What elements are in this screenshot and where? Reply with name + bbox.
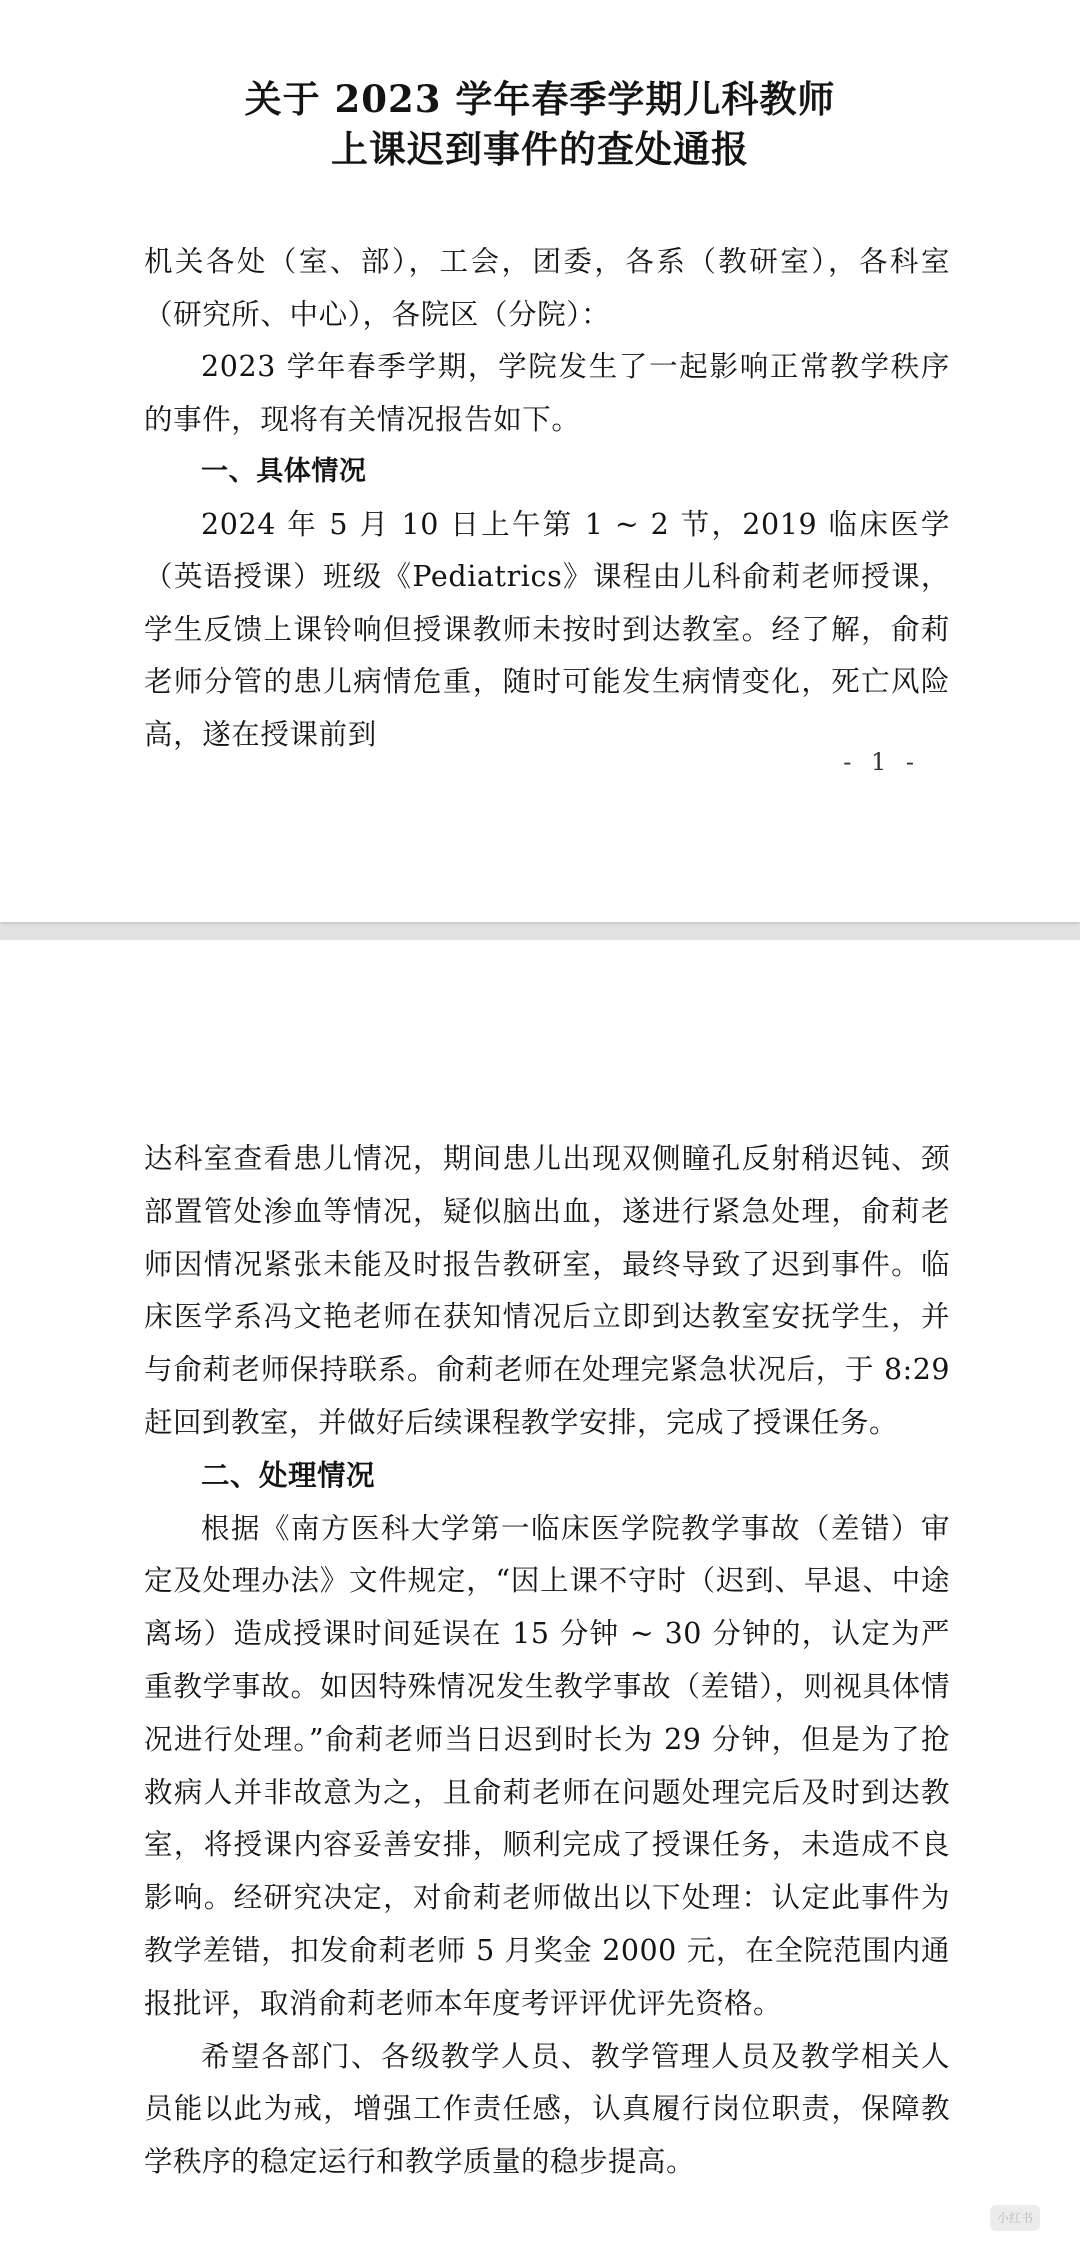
intro-paragraph: 2023 学年春季学期，学院发生了一起影响正常教学秩序的事件，现将有关情况报告如下。 — [144, 350, 950, 436]
continuation-paragraph: 达科室查看患儿情况，期间患儿出现双侧瞳孔反射稍迟钝、颈部置管处渗血等情况，疑似脑出血，遂进行紧急处理，俞莉老师因情况紧张未能及时报告教研室，最终导致了迟到事件。临床医学系冯文艳老师在获知情况后立即到达教室安抚学生，并与俞莉老师保持联系。俞莉老师在处理完紧急状况后，于 8:29 赶回到教室，并做好后续课程教学安排，完成了授课任务。 — [144, 1142, 950, 1439]
section-1-paragraph: 2024 年 5 月 10 日上午第 1 ~ 2 节，2019 临床医学（英语授课）班级《Pediatrics》课程由儿科俞莉老师授课，学生反馈上课铃响但授课教师未按时到达教室。经了解，俞莉老师分管的患儿病情危重，随时可能发生病情变化，死亡风险高，遂在授课前到 — [144, 507, 950, 751]
document-page-1 — [0, 0, 1080, 922]
page-2-body — [144, 1133, 950, 2189]
closing-paragraph: 希望各部门、各级教学人员、教学管理人员及教学相关人员能以此为戒，增强工作责任感，认真履行岗位职责，保障教学秩序的稳定运行和教学质量的稳步提高。 — [144, 2039, 950, 2179]
section-2-heading: 二、处理情况 — [201, 1458, 376, 1492]
document-title-line-2: 上课迟到事件的查处通报 — [331, 127, 749, 171]
page-number: - 1 - — [843, 748, 920, 776]
section-2-paragraph: 根据《南方医科大学第一临床医学院教学事故（差错）审定及处理办法》文件规定，“因上课不守时（迟到、早退、中途离场）造成授课时间延误在 15 分钟 ~ 30 分钟的，认定为严重教学事故。如因特殊情况发生教学事故（差错），则视具体情况进行处理。”俞莉老师当日迟到时长为 29 分钟，但是为了抢救病人并非故意为之，且俞莉老师在问题处理完后及时到达教室，将授课内容妥善安排，顺利完成了授课任务，未造成不良影响。经研究决定，对俞莉老师做出以下处理：认定此事件为教学差错，扣发俞莉老师 5 月奖金 2000 元，在全院范围内通报批评，取消俞莉老师本年度考评评优评先资格。 — [144, 1511, 950, 2020]
watermark-logo: 小红书 — [990, 2205, 1040, 2231]
page-1-body — [144, 236, 950, 761]
section-1-heading: 一、具体情况 — [201, 456, 367, 487]
recipients-paragraph: 机关各处（室、部），工会，团委，各系（教研室），各科室（研究所、中心），各院区（分院）： — [144, 245, 950, 331]
document-title-line-1: 关于 2023 学年春季学期儿科教师 — [244, 77, 836, 121]
